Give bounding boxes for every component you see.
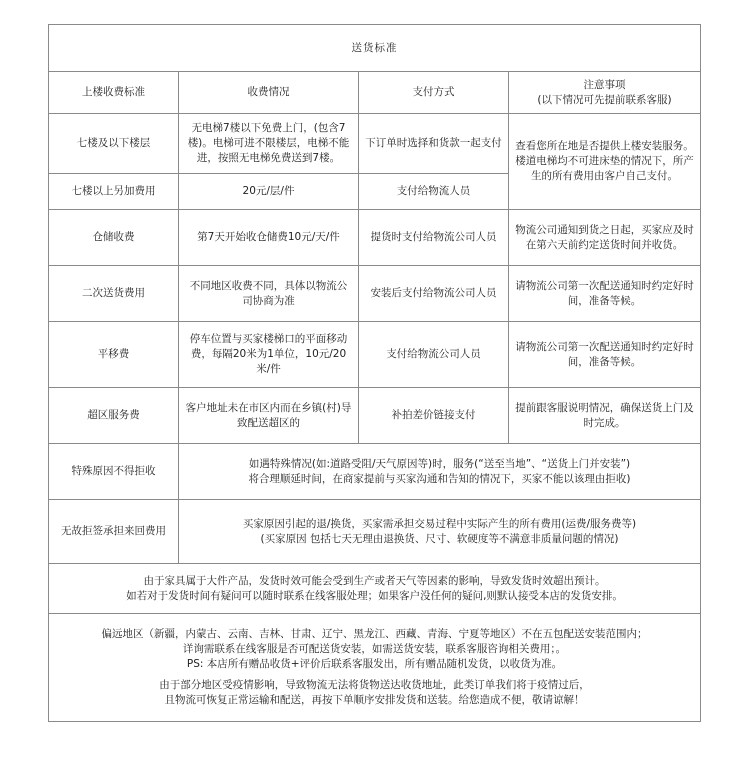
row-fee: 20元/层/件 [179, 174, 359, 210]
notice-line: 偏远地区（新疆，内蒙古、云南、吉林、甘肃、辽宁、黑龙江、西藏、青海、宁夏等地区）不在五包配送安装范围内； [101, 628, 648, 640]
header-notes-title: 注意事项 [583, 78, 626, 91]
delivery-standard-table [48, 24, 701, 722]
table-row [49, 322, 701, 388]
notice-line: 由于部分地区受疫情影响，导致物流无法将货物送达收货地址，此类订单我们将于疫情过后， [159, 679, 590, 691]
table-title: 送货标准 [49, 25, 701, 72]
merged-line: 如遇特殊情况(如:道路受阻/天气原因等)时，服务(“送至当地”、“送货上门并安装”) [248, 457, 631, 470]
row-fee: 停车位置与买家楼梯口的平面移动费，每隔20米为1单位，10元/20米/件 [179, 322, 359, 388]
row-label: 超区服务费 [49, 388, 179, 444]
notice-line: PS: 本店所有赠品收货+评价后联系客服发出，所有赠品随机发货，以收货为准。 [186, 658, 563, 670]
row-label: 二次送货费用 [49, 266, 179, 322]
notice-line: 由于家具属于大件产品，发货时效可能会受到生产或者天气等因素的影响，导致发货时效超出预计。 [143, 574, 606, 587]
row-payment: 补拍差价链接支付 [359, 388, 509, 444]
table-row [49, 210, 701, 266]
row-merged-text [179, 444, 701, 500]
row-label: 无故拒签承担来回费用 [49, 500, 179, 564]
row-payment: 安装后支付给物流公司人员 [359, 266, 509, 322]
header-notes-subtitle: (以下情况可先提前联系客服) [537, 93, 672, 106]
table-row [49, 114, 701, 174]
row-label: 仓储收费 [49, 210, 179, 266]
row-label: 七楼及以下楼层 [49, 114, 179, 174]
row-note: 查看您所在地是否提供上楼安装服务。楼道电梯均不可进床垫的情况下，所产生的所有费用由客户自己支付。 [509, 114, 701, 210]
table-row [49, 388, 701, 444]
notice-row [49, 614, 701, 722]
notice-line: 如若对于发货时间有疑问可以随时联系在线客服处理；如果客户没任何的疑问,则默认接受本店的发货安排。 [126, 589, 623, 602]
merged-line: (买家原因 包括七天无理由退换货、尺寸、软硬度等不满意非质量问题的情况) [260, 532, 619, 545]
row-payment: 支付给物流公司人员 [359, 322, 509, 388]
table-row [49, 444, 701, 500]
header-fee-details: 收费情况 [179, 72, 359, 114]
header-fee-standard: 上楼收费标准 [49, 72, 179, 114]
row-note: 请物流公司第一次配送通知时约定好时间，准备等候。 [509, 322, 701, 388]
row-payment: 支付给物流人员 [359, 174, 509, 210]
merged-line: 将合理顺延时间，在商家提前与买家沟通和告知的情况下，买家不能以该理由拒收) [248, 472, 631, 485]
table-row [49, 266, 701, 322]
row-merged-text [179, 500, 701, 564]
shipping-time-notice [49, 564, 701, 614]
header-row [49, 72, 701, 114]
row-payment: 提货时支付给物流公司人员 [359, 210, 509, 266]
header-payment-method: 支付方式 [359, 72, 509, 114]
row-note: 物流公司通知到货之日起，买家应及时在第六天前约定送货时间并收货。 [509, 210, 701, 266]
row-fee: 客户地址未在市区内而在乡镇(村)导致配送超区的 [179, 388, 359, 444]
header-notes [509, 72, 701, 114]
row-payment: 下订单时选择和货款一起支付 [359, 114, 509, 174]
notice-line: 详询需联系在线客服是否可配送货安装，如需送货安装，联系客服咨询相关费用；。 [182, 643, 567, 655]
row-fee: 第7天开始收仓储费10元/天/件 [179, 210, 359, 266]
merged-line: 买家原因引起的退/换货，买家需承担交易过程中实际产生的所有费用(运费/服务费等) [242, 517, 637, 530]
row-label: 平移费 [49, 322, 179, 388]
remote-area-notice [49, 614, 701, 722]
row-label: 特殊原因不得拒收 [49, 444, 179, 500]
row-fee: 不同地区收费不同，具体以物流公司协商为准 [179, 266, 359, 322]
notice-row [49, 564, 701, 614]
table-row [49, 500, 701, 564]
row-label: 七楼以上另加费用 [49, 174, 179, 210]
row-note: 提前跟客服说明情况，确保送货上门及时完成。 [509, 388, 701, 444]
notice-line: 且物流可恢复正常运输和配送，再按下单顺序安排发货和送装。给您造成不便，敬请谅解！ [164, 694, 585, 706]
row-note: 请物流公司第一次配送通知时约定好时间，准备等候。 [509, 266, 701, 322]
row-fee: 无电梯7楼以下免费上门，(包含7楼)。电梯可进不限楼层，电梯不能进，按照无电梯免费送到7楼。 [179, 114, 359, 174]
